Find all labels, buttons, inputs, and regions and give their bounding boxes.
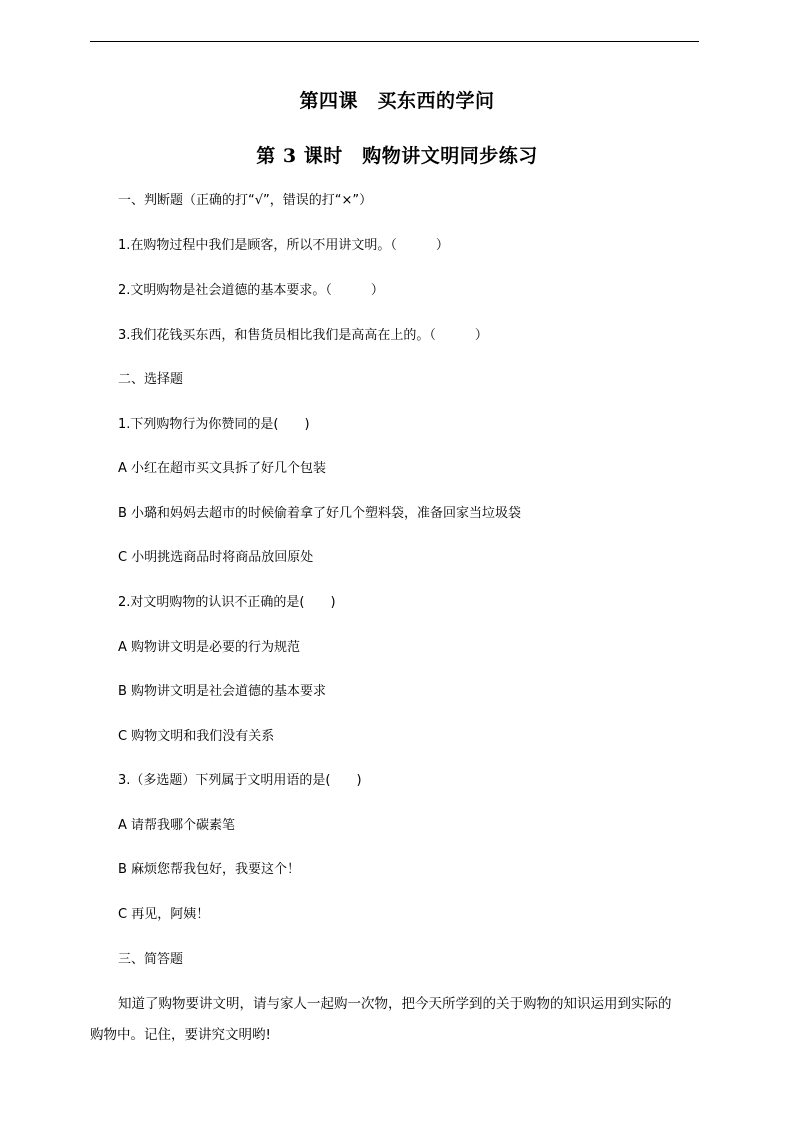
- choice-q3-option-a: A 请帮我哪个碳素笔: [118, 818, 236, 833]
- section-heading-short-answer: 三、简答题: [118, 952, 184, 967]
- choice-q2-option-a: A 购物讲文明是必要的行为规范: [118, 640, 301, 655]
- choice-q1-option-c: C 小明挑选商品时将商品放回原处: [118, 550, 314, 565]
- choice-q2-option-b: B 购物讲文明是社会道德的基本要求: [118, 684, 327, 699]
- short-answer-paragraph-line-1: 知道了购物要讲文明，请与家人一起购一次物，把今天所学到的关于购物的知识运用到实际的: [118, 996, 672, 1012]
- choice-question-3: 3.（多选题）下列属于文明用语的是( ): [118, 773, 362, 788]
- choice-q1-option-b: B 小璐和妈妈去超市的时候偷着拿了好几个塑料袋，准备回家当垃圾袋: [118, 506, 522, 521]
- lesson-subtitle: 第 3 课时 购物讲文明同步练习: [256, 145, 538, 167]
- choice-question-2: 2.对文明购物的认识不正确的是( ): [118, 595, 336, 610]
- header-rule: [90, 41, 699, 42]
- true-false-item-3: 3.我们花钱买东西，和售货员相比我们是高高在上的。（ ）: [118, 328, 488, 343]
- choice-q3-option-b: B 麻烦您帮我包好，我要这个！: [118, 862, 301, 877]
- lesson-title: 第四课 买东西的学问: [299, 90, 495, 112]
- section-heading-true-false: 一、判断题（正确的打“√”，错误的打“×”）: [118, 193, 373, 208]
- choice-q1-option-a: A 小红在超市买文具拆了好几个包装: [118, 461, 327, 476]
- choice-q2-option-c: C 购物文明和我们没有关系: [118, 729, 275, 744]
- true-false-item-2: 2.文明购物是社会道德的基本要求。（ ）: [118, 283, 384, 298]
- short-answer-paragraph-line-2: 购物中。记住，要讲究文明哟!: [90, 1027, 271, 1043]
- choice-question-1: 1.下列购物行为你赞同的是( ): [118, 417, 310, 432]
- section-heading-choice: 二、选择题: [118, 372, 184, 387]
- true-false-item-1: 1.在购物过程中我们是顾客，所以不用讲文明。（ ）: [118, 238, 449, 253]
- choice-q3-option-c: C 再见，阿姨！: [118, 907, 210, 922]
